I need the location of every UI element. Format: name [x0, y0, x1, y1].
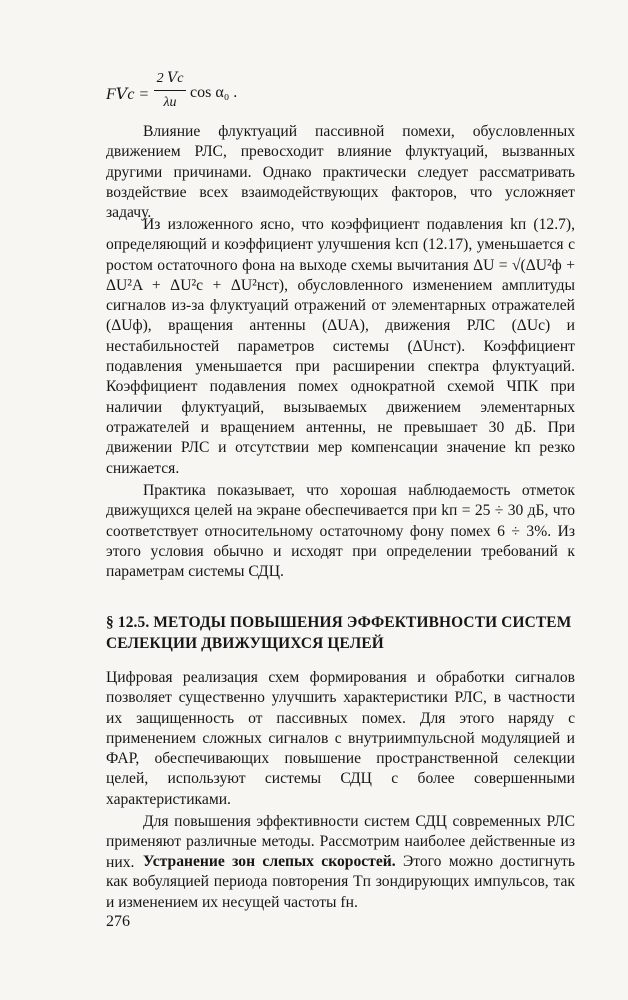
page-number: 276: [106, 913, 130, 930]
text-block-1: [106, 122, 575, 223]
text-block-2: [106, 215, 575, 479]
text-block-3: [106, 481, 575, 582]
paragraph-blind-speeds-text: Этого можно достигнуть как вобуляцией периода повторения Tп зондирующих импульсов, так и изменением их несущей частоты fн.: [106, 853, 575, 911]
paragraph-digital: Цифровая реализация схем формирования и обработки сигналов позволяет существенно улучшить характеристики РЛС, в частности их защищенность от пассивных помех. Для этого наряду с применением сложных сигналов с внутриимпульсной модуляцией и ФАР, обеспечивающих повышение пространственной селекции целей, используют системы СДЦ с более совершенными характеристиками.: [106, 669, 575, 808]
paragraph-blind-speeds: [106, 852, 575, 913]
paragraph-methods: Для повышения эффективности систем СДЦ современных РЛС применяют различные методы. Рассмотрим наиболее действенные из них.: [106, 813, 575, 871]
paragraph-practice: Практика показывает, что хорошая наблюдаемость отметок движущихся целей на экране обеспечивается при kп = 25 ÷ 30 дБ, что соответствует относительному остаточному фону помех 6 ÷ 3%. Из этого условия обычно и исходят при определении требований к параметрам системы СДЦ.: [106, 482, 575, 581]
formula-numerator: 2 𝑉c: [156, 71, 184, 86]
formula-fraction: [154, 70, 186, 112]
run-in-heading: Устранение зон слепых скоростей.: [143, 853, 396, 870]
formula-denominator: λи: [163, 95, 177, 110]
paragraph-fluctuations: Влияние флуктуаций пассивной помехи, обусловленных движением РЛС, превосходит влияние флуктуаций, вызванных другими причинами. Однако практически следует рассматривать воздействие всех взаимодействующих факторов, что усложняет задачу.: [106, 123, 575, 222]
formula-lhs: F𝑉c =: [106, 86, 150, 103]
formula-rhs: cos α₀ .: [190, 84, 238, 101]
section-heading: § 12.5. МЕТОДЫ ПОВЫШЕНИЯ ЭФФЕКТИВНОСТИ СИСТЕМ СЕЛЕКЦИИ ДВИЖУЩИХСЯ ЦЕЛЕЙ: [106, 614, 572, 652]
text-block-4: [106, 668, 575, 810]
text-block-6: [106, 852, 575, 913]
fraction-bar: [154, 90, 186, 91]
paragraph-suppression: Из изложенного ясно, что коэффициент подавления kп (12.7), определяющий и коэффициент улучшения kсп (12.17), уменьшается с ростом остаточного фона на выходе схемы вычитания ΔU = √(ΔU²ф + ΔU²A + ΔU²c + ΔU²нст), обусловленного изменением амплитуды сигналов из-за флуктуаций отражений от элементарных отражателей (ΔUф), вращения антенны (ΔUA), движения РЛС (ΔUc) и нестабильностей параметров системы (ΔUнст). Коэффициент подавления уменьшается при расширении спектра флуктуаций. Коэффициент подавления помех однократной схемой ЧПК при наличии флуктуаций, вызываемых движением элементарных отражателей и вращением антенны, не превышает 30 дБ. При движении РЛС и отсутствии мер компенсации значение kп резко снижается.: [106, 216, 575, 477]
